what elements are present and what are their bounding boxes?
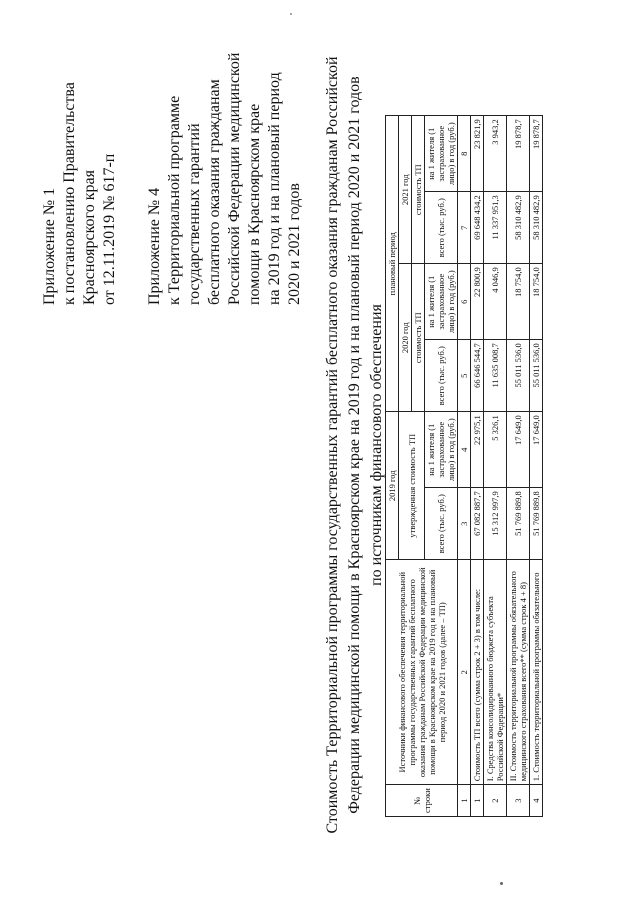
header-cost-2020: стоимость ТП xyxy=(412,264,425,412)
header-cost-2021: стоимость ТП xyxy=(412,116,425,264)
header-total: всего (тыс. руб.) xyxy=(425,488,458,560)
column-index: 3 xyxy=(458,488,471,560)
cell-value: 18 754,0 xyxy=(530,264,543,340)
header-planned-period: плановый период xyxy=(386,116,399,412)
column-index: 7 xyxy=(458,192,471,264)
scan-speck xyxy=(500,882,503,885)
cell-value: 22 800,9 xyxy=(471,264,484,340)
table-row xyxy=(507,116,530,817)
row-number: 3 xyxy=(507,785,530,817)
cell-value: 19 878,7 xyxy=(507,116,530,192)
column-index: 2 xyxy=(458,560,471,785)
table-row xyxy=(484,116,507,817)
title-line: Стоимость Территориальной программы государственных гарантий бесплатного оказания гражданам Российской xyxy=(324,56,341,834)
appendix-1-header xyxy=(40,5,120,305)
header-per-capita: на 1 жителя (1 застрахованное лицо) в год (руб.) xyxy=(425,116,458,192)
appendix-1-line: от 12.11.2019 № 617-п xyxy=(101,153,118,305)
financing-table xyxy=(385,115,543,817)
appendix-4-line: государственных гарантий xyxy=(186,123,203,305)
header-year-2020: 2020 год xyxy=(399,264,412,412)
row-label: Стоимость ТП всего (сумма строк 2 + 3) в том числе: xyxy=(471,560,484,785)
row-number: 2 xyxy=(484,785,507,817)
cell-value: 18 754,0 xyxy=(507,264,530,340)
cell-value: 15 312 997,9 xyxy=(484,488,507,560)
cell-value: 67 082 887,7 xyxy=(471,488,484,560)
row-label: 1. Стоимость территориальной программы обязательного xyxy=(530,560,543,785)
title-line: Федерации медицинской помощи в Красноярском крае на 2019 год и на плановый период 2020 и 2021 годов xyxy=(346,76,363,814)
appendix-4-header xyxy=(145,5,305,305)
header-source: Источники финансового обеспечения территориальной программы государственных гарантий бесплатного оказания гражданам Российской Федерации медицинской помощи в Красноярском крае на 2019 год и на плановый период 2020 и 2021 годов (далее – ТП) xyxy=(386,560,458,785)
row-number: 1 xyxy=(471,785,484,817)
header-year-2021: 2021 год xyxy=(399,116,412,264)
cell-value: 17 649,0 xyxy=(530,412,543,488)
appendix-4-line: к Территориальной программе xyxy=(166,95,183,305)
cell-value: 22 975,1 xyxy=(471,412,484,488)
cell-value: 19 878,7 xyxy=(530,116,543,192)
appendix-4-line: Приложение № 4 xyxy=(146,187,163,305)
header-total: всего (тыс. руб.) xyxy=(425,340,458,412)
column-index: 1 xyxy=(458,785,471,817)
header-per-capita: на 1 жителя (1 застрахованное лицо) в год (руб.) xyxy=(425,264,458,340)
cell-value: 58 310 482,9 xyxy=(507,192,530,264)
table-row xyxy=(530,116,543,817)
header-approved-cost: утвержденная стоимость ТП xyxy=(399,412,425,560)
cell-value: 51 769 889,8 xyxy=(530,488,543,560)
header-per-capita: на 1 жителя (1 застрахованное лицо) в год (руб.) xyxy=(425,412,458,488)
appendix-4-line: помощи в Красноярском крае xyxy=(246,103,263,305)
cell-value: 11 337 951,3 xyxy=(484,192,507,264)
appendix-4-line: на 2019 год и на плановый период xyxy=(266,72,283,305)
column-index: 4 xyxy=(458,412,471,488)
cell-value: 5 326,1 xyxy=(484,412,507,488)
cell-value: 66 646 544,7 xyxy=(471,340,484,412)
column-index: 6 xyxy=(458,264,471,340)
cell-value: 58 310 482,9 xyxy=(530,192,543,264)
document-title xyxy=(322,40,388,850)
cell-value: 69 648 434,2 xyxy=(471,192,484,264)
title-line: по источникам финансового обеспечения xyxy=(368,304,385,586)
appendix-1-line: Красноярского края xyxy=(81,170,98,305)
row-label: I. Средства консолидированного бюджета субъекта Российской Федерации* xyxy=(484,560,507,785)
column-index: 5 xyxy=(458,340,471,412)
cell-value: 23 821,9 xyxy=(471,116,484,192)
cell-value: 4 046,9 xyxy=(484,264,507,340)
scan-speck xyxy=(290,13,292,15)
header-year-2019: 2019 год xyxy=(386,412,399,560)
appendix-4-line: Российской Федерации медицинской xyxy=(226,52,243,305)
cell-value: 51 769 889,8 xyxy=(507,488,530,560)
cell-value: 11 635 008,7 xyxy=(484,340,507,412)
table-row xyxy=(471,116,484,817)
appendix-1-line: к постановлению Правительства xyxy=(61,82,78,305)
cell-value: 3 943,2 xyxy=(484,116,507,192)
cell-value: 17 649,0 xyxy=(507,412,530,488)
appendix-4-line: бесплатного оказания гражданам xyxy=(206,79,223,305)
header-total: всего (тыс. руб.) xyxy=(425,192,458,264)
column-index: 8 xyxy=(458,116,471,192)
cell-value: 55 011 536,0 xyxy=(507,340,530,412)
cell-value: 55 011 536,0 xyxy=(530,340,543,412)
appendix-1-line: Приложение № 1 xyxy=(41,187,58,305)
row-label: II. Стоимость территориальной программы обязательного медицинского страхования всего** (сумма строк 4 + 8) xyxy=(507,560,530,785)
header-row-number: № строки xyxy=(386,785,458,817)
column-index-row xyxy=(458,116,471,817)
appendix-4-line: 2020 и 2021 годов xyxy=(286,183,303,305)
row-number: 4 xyxy=(530,785,543,817)
